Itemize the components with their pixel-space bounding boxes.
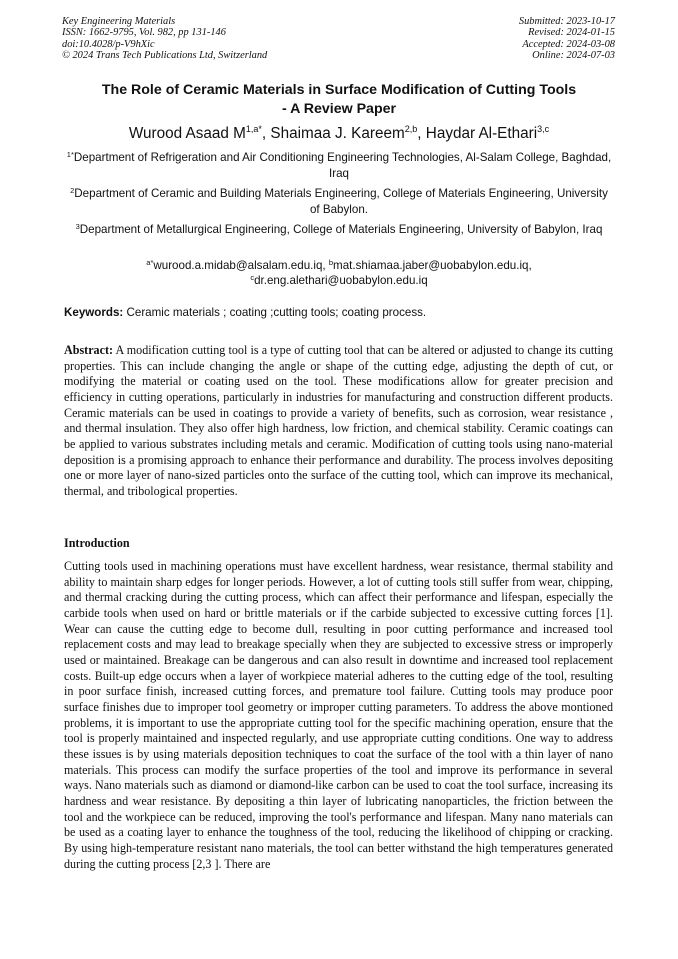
abstract-label: Abstract: [64, 343, 114, 357]
author-3-sup: 3,c [537, 124, 550, 134]
keywords-text: Ceramic materials ; coating ;cutting tools; coating process. [123, 306, 427, 319]
submitted-date: Submitted: 2023-10-17 [518, 16, 615, 27]
email-b[interactable]: mat.shiamaa.jaber@uobabylon.edu.iq, [333, 259, 532, 272]
author-list: Wurood Asaad $M^{1,a*}$, Shaimaa J. Kareem$^{2,b}$, Haydar Al-Ethari$^{3,c}$ [128, 124, 550, 142]
author-2-sup: 2,b [404, 124, 418, 134]
journal-name: Key Engineering Materials [62, 16, 176, 27]
author-1: Wurood Asaad M [128, 125, 246, 142]
section-heading-introduction: Introduction [64, 536, 130, 550]
affiliation-1: $^{1*}$Department of Refrigeration and Air Conditioning Engineering Technologies, Al-Salam College, Baghdad, Iraq [66, 150, 612, 180]
keywords-label: Keywords: [64, 306, 124, 319]
abstract [64, 343, 613, 500]
issn: ISSN: 1662-9795, Vol. 982, pp 131-146 [62, 27, 226, 39]
introduction-text: Cutting tools used in machining operations must have excellent hardness, wear resistance, thermal stability and ability to maintain sharp edges for longer periods. However, a lot of cutting tools still suffer from wear, chipping, and thermal cracking during the cutting process, which can affect their performance and lifespan, especially the carbide tools when used on hard or brittle materials or if the carbide subjected to excessive cutting forces [1]. Wear can cause the cutting edge to become dull, resulting in poor cutting performance and increased tool replacement costs and may lead to breakage specially when they are subjected to excessive stress or improperly used or maintained. Breakage can be dangerous and can also result in downtime and increased tool replacement costs. Built-up edge occurs when a layer of workpiece material adheres to the cutting edge of the tool, resulting in poor surface finish, increased cutting forces, and premature tool failure. Cutting tools may produce poor surface finishes due to improper tool geometry or improper cutting parameters. To address the above montioned problems, it is important to use the appropriate cutting tool for the specific machining operation, ensure that the tool is properly maintained and inspected regularly, and use appropriate cutting conditions. One way to address these issues is by using materials deposition techniques to coat the surface of the tool with a thin layer of nano materials. This process can modify the surface properties of the tool and improve its performance in several ways. Nano materials such as diamond or diamond-like carbon can be used to coat the tool surface, increasing its hardness and wear resistance. By depositing a thin layer of lubricating nanoparticles, the friction between the tool and the workpiece can be reduced, improving the tool's performance and lifespan. Many nano materials can be used as a coating layer to enhance the toughness of the tool, reducing the likelihood of chipping or cracking. By using high-temperature resistant nano materials, the tool can better withstand the high temperatures generated during the cutting process [2,3 ]. There are [64, 559, 613, 871]
accepted-date: Accepted: 2024-03-08 [522, 38, 615, 50]
copyright: © 2024 Trans Tech Publications Ltd, Switzerland [62, 50, 268, 62]
title-line-1: The Role of Ceramic Materials in Surface Modification of Cutting Tools [101, 82, 577, 98]
abstract-text: A modification cutting tool is a type of cutting tool that can be altered or adjusted to change its cutting properties. This can include changing the angle or shape of the cutting edge, adjusting the depth of cut, or modifying the material or coating used on the tool. These modifications allow for greater precision and efficiency in cutting operations, particularly in industries for manufacturing and construction different products. Ceramic materials can be used in coatings to provide a variety of benefits, such as corrosion, wear resistance , and thermal insulation. They also offer high hardness, low friction, and chemical stability. Ceramic coatings can be applied to various substrates including metals and ceramic. Modification of cutting tools using nano-material deposition is a promising approach to enhance their performance and durability. The process involves depositing one or more layer of nano-sized particles onto the surface of the cutting tool, which can improve its mechanical, thermal, and tribological properties. [64, 343, 613, 499]
author-2: Shaimaa J. Kareem [270, 125, 405, 142]
doi: doi:10.4028/p-V9hXic [62, 38, 155, 50]
affiliation-3: $^3$Department of Metallurgical Engineering, College of Materials Engineering, University of Babylon, Iraq [75, 222, 603, 236]
publication-dates [519, 16, 615, 62]
author-emails: $^{a*}$wurood.a.midab@alsalam.edu.iq, $^b$mat.shiamaa.jaber@uobabylon.edu.iq, $^c$dr.eng.alethari@uobabylon.edu.iq [146, 258, 532, 287]
keywords [64, 306, 426, 320]
email-c[interactable]: dr.eng.alethari@uobabylon.edu.iq [254, 274, 428, 287]
journal-info [62, 16, 267, 62]
title-line-2: - A Review Paper [281, 101, 397, 117]
revised-date: Revised: 2024-01-15 [528, 27, 615, 39]
paper-title [60, 81, 618, 119]
author-1-sup: 1,a* [245, 124, 262, 134]
online-date: Online: 2024-07-03 [532, 50, 615, 62]
author-3: Haydar Al-Ethari [425, 125, 538, 142]
affiliation-2: $^2$Department of Ceramic and Building Materials Engineering, College of Materials Engineering, University of Babylon. [70, 186, 608, 216]
email-a[interactable]: wurood.a.midab@alsalam.edu.iq, [153, 259, 326, 272]
